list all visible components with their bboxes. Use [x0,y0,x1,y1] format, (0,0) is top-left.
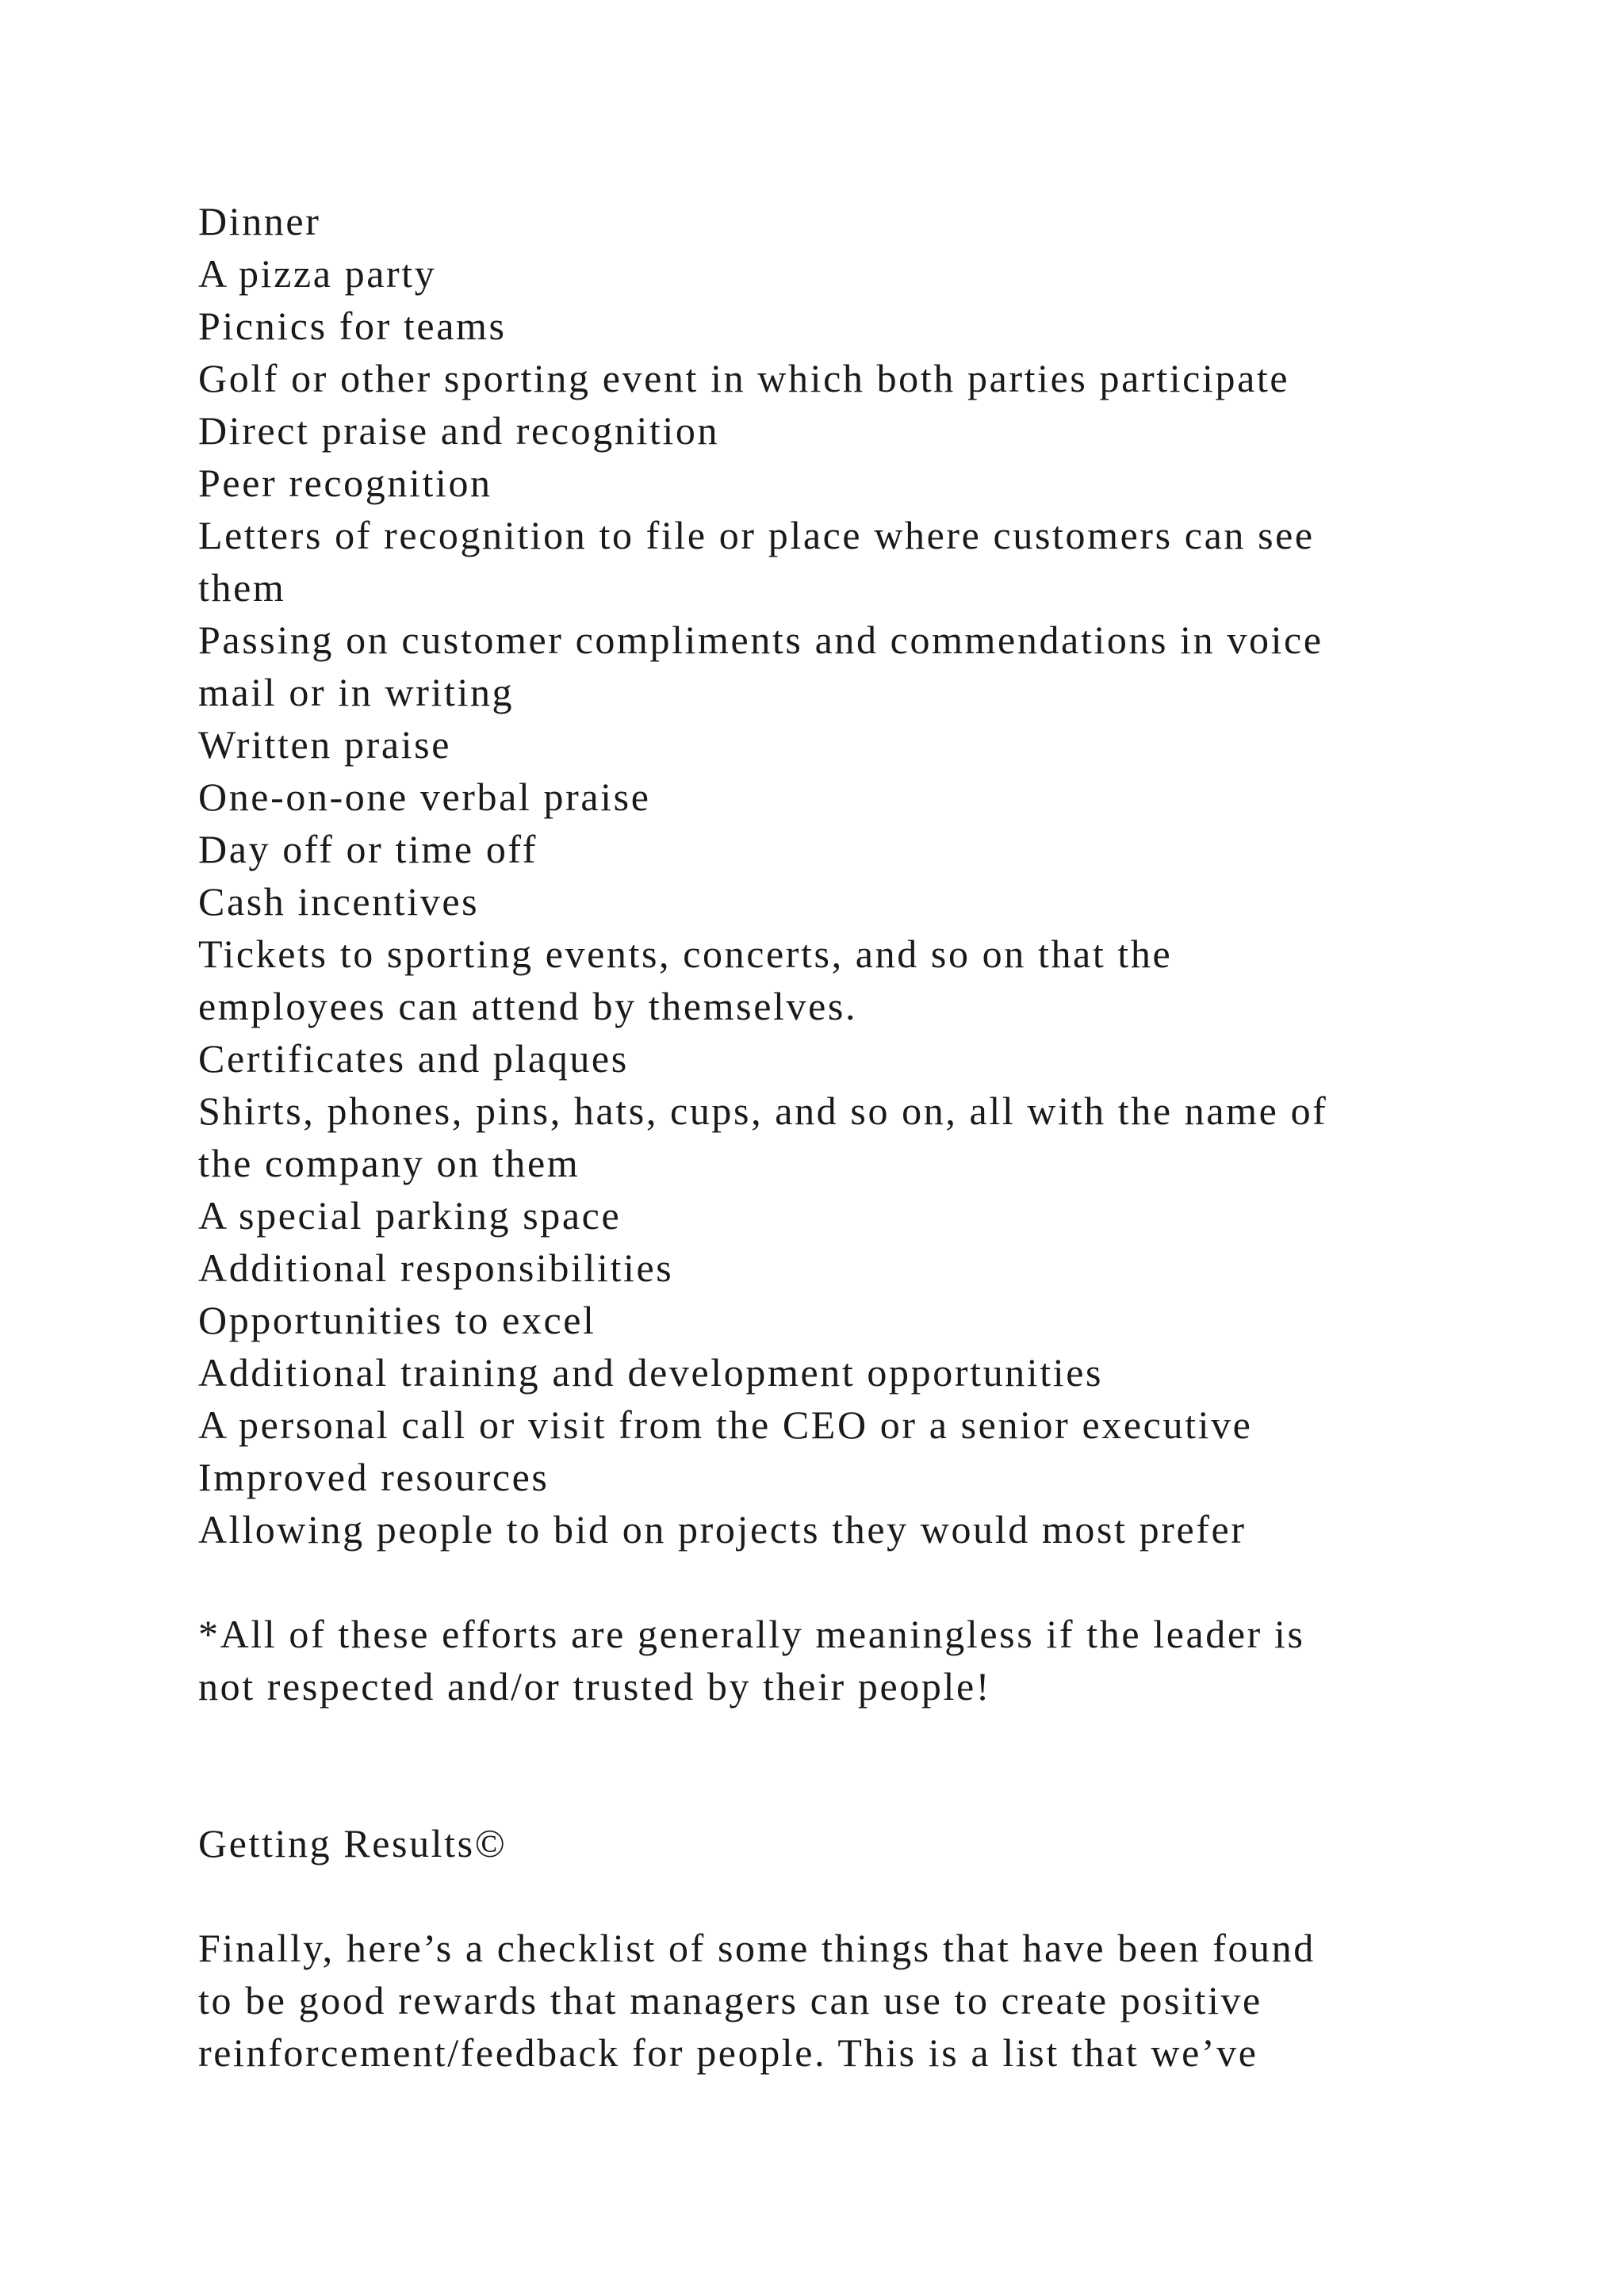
rewards-list [198,195,1499,1556]
list-item: Shirts, phones, pins, hats, cups, and so on, all with the name of [198,1089,1328,1133]
list-item: Dinner [198,199,321,243]
paragraph-line: reinforcement/feedback for people. This is a list that we’ve [198,2030,1258,2075]
note-line: not respected and/or trusted by their people! [198,1664,992,1709]
spacer [198,1556,1499,1608]
list-item: Opportunities to excel [198,1298,596,1342]
list-item-continuation: them [198,565,286,610]
list-item: Allowing people to bid on projects they would most prefer [198,1507,1247,1552]
paragraph-line: Finally, here’s a checklist of some things that have been found [198,1926,1316,1970]
list-item: Additional responsibilities [198,1246,674,1290]
list-item: Golf or other sporting event in which both parties participate [198,356,1290,400]
list-item: Written praise [198,722,451,767]
body-paragraph [198,1922,1499,2079]
list-item: A personal call or visit from the CEO or a senior executive [198,1402,1253,1447]
note-line: *All of these efforts are generally meaningless if the leader is [198,1612,1305,1656]
list-item: A special parking space [198,1193,622,1238]
list-item: A pizza party [198,251,437,296]
document-body [198,195,1499,2079]
list-item: Additional training and development opportunities [198,1350,1104,1395]
spacer [198,1765,1499,1817]
list-item-continuation: employees can attend by themselves. [198,984,858,1028]
list-item: Direct praise and recognition [198,408,720,453]
spacer [198,1712,1499,1765]
list-item: Peer recognition [198,461,492,505]
list-item: Cash incentives [198,879,480,924]
paragraph-line: to be good rewards that managers can use to create positive [198,1978,1262,2022]
list-item: Passing on customer compliments and commendations in voice [198,618,1323,662]
note-paragraph [198,1608,1499,1712]
list-item: Day off or time off [198,827,538,871]
list-item: One-on-one verbal praise [198,775,651,819]
list-item: Certificates and plaques [198,1036,629,1081]
list-item: Letters of recognition to file or place where customers can see [198,513,1315,557]
list-item: Improved resources [198,1455,550,1499]
list-item: Tickets to sporting events, concerts, and so on that the [198,932,1173,976]
spacer [198,1869,1499,1922]
list-item-continuation: the company on them [198,1141,580,1185]
list-item-continuation: mail or in writing [198,670,515,714]
list-item: Picnics for teams [198,304,507,348]
section-heading: Getting Results© [198,1821,508,1866]
